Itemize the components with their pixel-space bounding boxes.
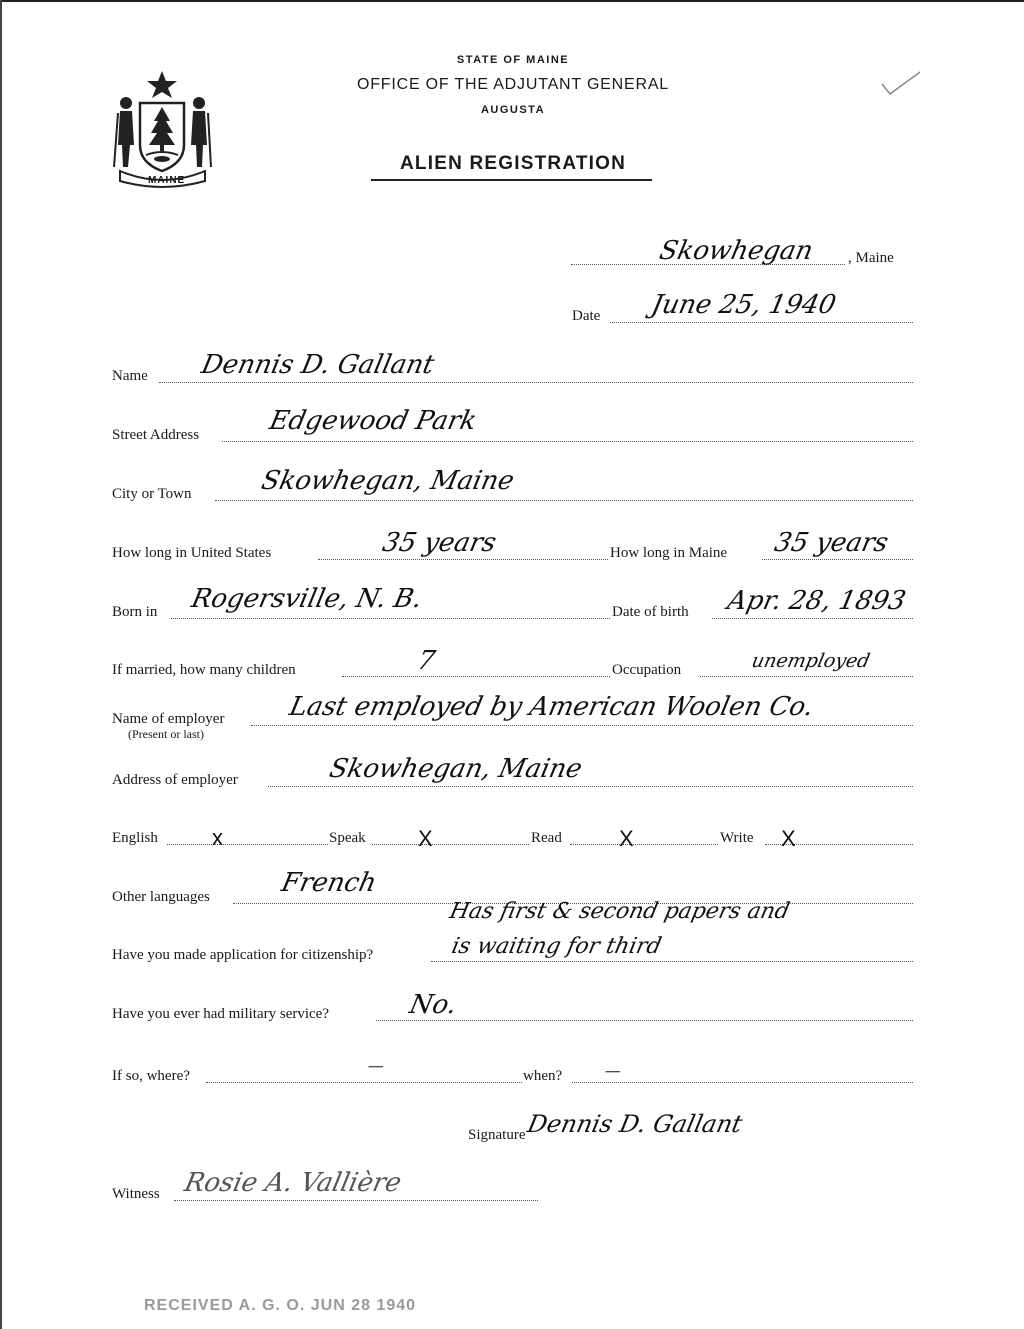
title-underline [371,179,652,181]
date-of-birth-label: Date of birth [612,604,689,620]
header-office: OFFICE OF THE ADJUTANT GENERAL [356,76,670,93]
employer-note-label: (Present or last) [128,727,204,741]
citizenship-label: Have you made application for citizenship? [112,947,374,963]
date-of-birth-value: Apr. 28, 1893 [724,586,909,616]
street-line [222,441,913,442]
page-border-left [0,0,2,1329]
occupation-line [700,676,913,677]
read-mark: X [619,826,634,851]
read-label: Read [531,830,562,846]
street-value: Edgewood Park [266,406,480,436]
how-long-maine-label: How long in Maine [610,545,728,561]
children-line [342,676,610,677]
born-in-value: Rogersville, N. B. [188,584,425,614]
other-languages-value: French [278,868,380,898]
how-long-us-line [318,559,608,560]
how-long-maine-line [762,559,913,560]
employer-address-label: Address of employer [112,772,238,788]
where-line [206,1082,522,1083]
english-mark: x [212,825,223,850]
other-languages-label: Other languages [112,889,210,905]
write-mark: X [781,826,796,851]
page-border-top [0,0,1024,2]
children-label: If married, how many children [112,662,296,678]
occupation-value: unemployed [749,650,872,672]
born-in-line [171,618,610,619]
check-mark-icon [878,68,924,103]
header-state: STATE OF MAINE [456,54,570,66]
date-label: Date [572,308,601,324]
when-line [572,1082,913,1083]
employer-name-value: Last employed by American Woolen Co. [286,692,817,722]
speak-label: Speak [329,830,366,846]
where-label: If so, where? [112,1068,190,1084]
children-value: 7 [414,646,438,676]
occupation-label: Occupation [612,662,682,678]
witness-value: Rosie A. Vallière [181,1168,405,1198]
read-line [570,844,718,845]
born-in-label: Born in [112,604,158,620]
signature-label: Signature [468,1127,526,1143]
when-value: — [602,1061,624,1080]
employer-name-line [251,725,913,726]
witness-line [174,1200,538,1201]
english-line [167,844,328,845]
military-line [376,1020,913,1021]
citizenship-value-line1: Has first & second papers and [447,899,792,924]
where-value: — [365,1056,387,1075]
citizenship-line [431,961,913,962]
street-label: Street Address [112,427,200,443]
witness-label: Witness [112,1186,160,1202]
how-long-maine-value: 35 years [771,528,891,558]
military-value: No. [406,990,460,1020]
speak-mark: X [418,826,433,851]
received-stamp: RECEIVED A. G. O. JUN 28 1940 [144,1297,417,1314]
employer-name-label: Name of employer [112,711,225,727]
citizenship-value-line2: is waiting for third [449,934,664,959]
date-value: June 25, 1940 [648,290,839,320]
city-label: City or Town [112,486,192,502]
form-title: ALIEN REGISTRATION [399,153,627,174]
signature-value: Dennis D. Gallant [525,1110,745,1138]
seal-banner-text: MAINE [148,175,186,186]
name-value: Dennis D. Gallant [198,350,437,380]
speak-line [372,844,529,845]
town-value: Skowhegan [656,236,816,266]
date-of-birth-line [712,618,913,619]
name-line [159,382,913,383]
english-label: English [112,830,158,846]
maine-label: , Maine [848,250,894,266]
date-line [610,322,913,323]
header-city: AUGUSTA [480,104,546,116]
city-value: Skowhegan, Maine [258,466,517,496]
when-label: when? [523,1068,563,1084]
how-long-us-value: 35 years [379,528,499,558]
name-label: Name [112,368,148,384]
how-long-us-label: How long in United States [112,545,272,561]
city-line [215,500,913,501]
write-label: Write [720,830,754,846]
military-label: Have you ever had military service? [112,1006,329,1022]
employer-address-value: Skowhegan, Maine [326,754,585,784]
employer-address-line [268,786,913,787]
state-seal-icon [110,67,215,193]
